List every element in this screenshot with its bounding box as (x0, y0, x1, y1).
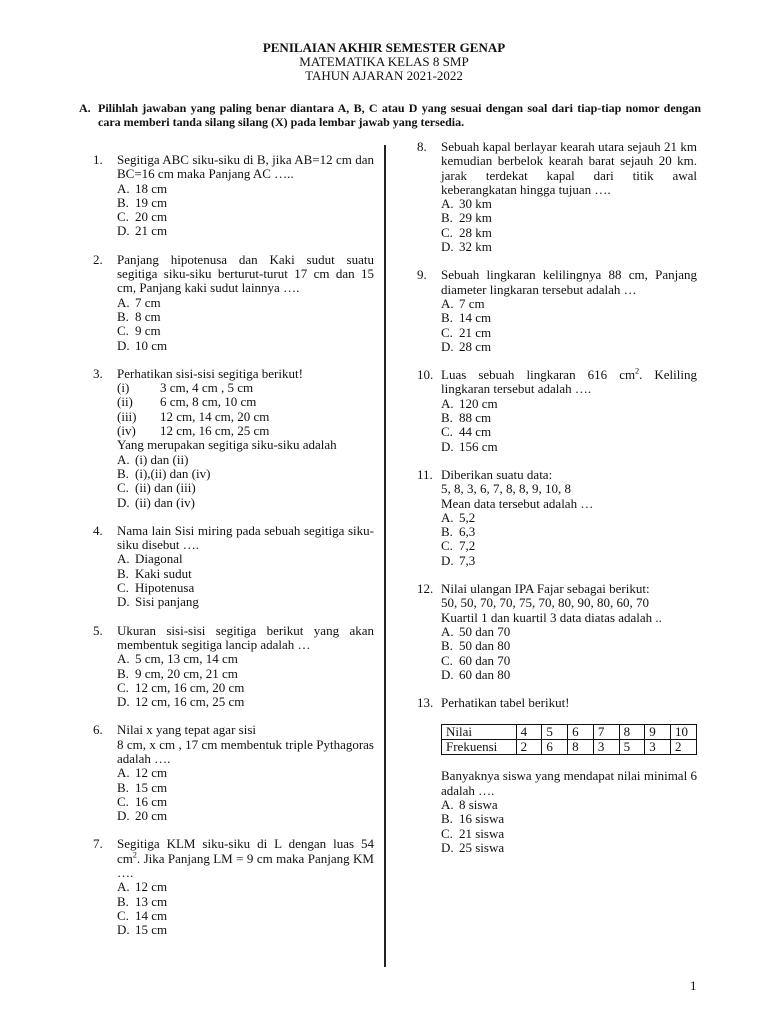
superscript: 2 (635, 366, 640, 376)
table-cell: Frekuensi (442, 740, 517, 755)
option-a[interactable]: A. 7 cm (441, 295, 485, 311)
option-c[interactable]: C. (ii) dan (iii) (117, 480, 196, 496)
sub-item: (ii) 6 cm, 8 cm, 10 cm (117, 394, 257, 410)
table-cell: 2 (516, 740, 542, 755)
option-a[interactable]: A. 120 cm (441, 395, 498, 411)
question-5 (93, 624, 374, 710)
question-stem-line: 50, 50, 70, 70, 75, 70, 80, 90, 80, 60, 70 (441, 595, 649, 611)
question-number: 4. (93, 522, 103, 538)
option-d[interactable]: D. 25 siswa (441, 839, 505, 855)
page-number: 1 (690, 978, 697, 993)
option-d[interactable]: D. (ii) dan (iv) (117, 494, 195, 510)
question-8 (417, 140, 697, 254)
option-b[interactable]: B. 8 cm (117, 308, 161, 324)
exam-header (0, 41, 768, 83)
option-a[interactable]: A. 12 cm (117, 879, 168, 895)
question-1 (93, 153, 374, 239)
option-c[interactable]: C. 44 cm (441, 424, 492, 440)
question-stem-2: Banyaknya siswa yang mendapat nilai minimal 6 adalah …. (441, 768, 697, 798)
question-stem: Luas sebuah lingkaran 616 $cm^2$. Keliling lingkaran tersebut adalah …. (441, 366, 698, 397)
question-stem-line: 8 cm, x cm , 17 cm membentuk triple Pythagoras adalah …. (117, 736, 374, 766)
table-cell: 5 (619, 740, 645, 755)
option-a[interactable]: A. 8 siswa (441, 796, 498, 812)
option-d[interactable]: D. 28 cm (441, 338, 492, 354)
option-c[interactable]: C. Hipotenusa (117, 580, 195, 596)
option-b[interactable]: B. 88 cm (441, 410, 492, 426)
option-b[interactable]: B. 9 cm, 20 cm, 21 cm (117, 665, 238, 681)
option-c[interactable]: C. 16 cm (117, 793, 168, 809)
table-cell: 4 (516, 725, 542, 740)
option-a[interactable]: A. 30 km (441, 196, 492, 212)
question-stem-line: Nilai ulangan IPA Fajar sebagai berikut: (441, 581, 650, 597)
option-a[interactable]: A. Diagonal (117, 551, 183, 567)
question-stem: Perhatikan sisi-sisi segitiga berikut! (117, 365, 303, 381)
option-b[interactable]: B. 29 km (441, 210, 492, 226)
option-a[interactable]: A. 5,2 (441, 509, 476, 525)
exam-subject: MATEMATIKA KELAS 8 SMP (299, 54, 469, 69)
question-11 (417, 468, 697, 568)
option-b[interactable]: B. 16 siswa (441, 811, 505, 827)
option-b[interactable]: B. 13 cm (117, 893, 168, 909)
question-number: 12. (417, 581, 434, 597)
option-d[interactable]: D. 20 cm (117, 808, 168, 824)
option-a[interactable]: A. (i) dan (ii) (117, 451, 189, 467)
question-stem-2: Yang merupakan segitiga siku-siku adalah (117, 437, 337, 453)
option-d[interactable]: D. Sisi panjang (117, 594, 199, 610)
question-stem: Ukuran sisi-sisi segitiga berikut yang akan membentuk segitiga lancip adalah … (117, 622, 374, 652)
superscript: 2 (132, 850, 137, 860)
option-b[interactable]: B. 14 cm (441, 310, 492, 326)
table-row (442, 740, 697, 755)
question-number: 9. (417, 267, 427, 283)
option-b[interactable]: B. (i),(ii) dan (iv) (117, 465, 211, 481)
table-cell: 5 (542, 725, 568, 740)
option-b[interactable]: B. 15 cm (117, 779, 168, 795)
column-divider (384, 145, 386, 967)
question-stem: Sebuah kapal berlayar kearah utara sejauh 21 km kemudian berbelok kearah barat sejauh 20 km. jarak terdekat kapal dari titik awal keberangkatan hingga tujuan …. (441, 139, 697, 197)
option-d[interactable]: D. 21 cm (117, 223, 168, 239)
table-cell: 8 (619, 725, 645, 740)
table-cell: 10 (671, 725, 697, 740)
question-number: 11. (417, 466, 433, 482)
right-column (417, 140, 697, 869)
question-stem: Segitiga ABC siku-siku di B, jika AB=12 cm dan BC=16 cm maka Panjang AC ….. (117, 152, 374, 182)
question-stem-line: Nilai x yang tepat agar sisi (117, 722, 256, 738)
option-d[interactable]: D. 32 km (441, 239, 492, 255)
question-number: 6. (93, 722, 103, 738)
left-column (93, 153, 374, 952)
option-b[interactable]: B. Kaki sudut (117, 565, 192, 581)
question-stem: Perhatikan tabel berikut! (441, 695, 570, 711)
option-b[interactable]: B. 50 dan 80 (441, 638, 511, 654)
sub-item: (iii) 12 cm, 14 cm, 20 cm (117, 408, 270, 424)
option-b[interactable]: B. 19 cm (117, 194, 168, 210)
question-number: 2. (93, 251, 103, 267)
table-cell: 7 (593, 725, 619, 740)
table-cell: 6 (568, 725, 594, 740)
question-number: 7. (93, 836, 103, 852)
option-c[interactable]: C. 20 cm (117, 209, 168, 225)
option-c[interactable]: C. 7,2 (441, 538, 476, 554)
table-cell: 6 (542, 740, 568, 755)
question-number: 1. (93, 152, 103, 167)
question-13 (417, 696, 697, 855)
question-3 (93, 367, 374, 510)
option-c[interactable]: C. 21 cm (441, 324, 492, 340)
sub-item: (i) 3 cm, 4 cm , 5 cm (117, 380, 254, 396)
section-instruction (79, 101, 701, 129)
question-stem: Nama lain Sisi miring pada sebuah segitiga siku-siku disebut …. (117, 522, 374, 553)
exam-year: TAHUN AJARAN 2021-2022 (305, 68, 463, 83)
option-c[interactable]: C. 12 cm, 16 cm, 20 cm (117, 679, 245, 695)
option-a[interactable]: A. 12 cm (117, 765, 168, 781)
option-a[interactable]: A. 7 cm (117, 294, 161, 310)
question-6 (93, 723, 374, 823)
question-number: 8. (417, 139, 427, 154)
question-stem-line: Kuartil 1 dan kuartil 3 data diatas adalah .. (441, 609, 662, 625)
table-cell: 2 (671, 740, 697, 755)
option-d[interactable]: D. 7,3 (441, 552, 476, 568)
option-d[interactable]: D. 15 cm (117, 922, 168, 938)
table-row (442, 725, 697, 740)
question-2 (93, 253, 374, 353)
option-a[interactable]: A. 18 cm (117, 180, 168, 196)
exam-title: PENILAIAN AKHIR SEMESTER GENAP (262, 40, 506, 55)
option-d[interactable]: D. 60 dan 80 (441, 666, 511, 682)
option-c[interactable]: C. 21 siswa (441, 825, 505, 841)
option-b[interactable]: B. 6,3 (441, 524, 476, 540)
question-4 (93, 524, 374, 610)
instruction-text: Pilihlah jawaban yang paling benar diantara A, B, C atau D yang sesuai dengan soal dari tiap-tiap nomor dengan cara memberi tanda silang silang (X) pada lembar jawab yang tersedia. (98, 101, 701, 129)
option-c[interactable]: C. 14 cm (117, 907, 168, 923)
table-cell: Nilai (442, 725, 517, 740)
question-number: 10. (417, 367, 434, 383)
question-number: 3. (93, 365, 103, 381)
question-12 (417, 582, 697, 682)
option-c[interactable]: C. 60 dan 70 (441, 652, 511, 668)
table-cell: 8 (568, 740, 594, 755)
question-stem-line: Mean data tersebut adalah … (441, 495, 594, 511)
question-stem: Panjang hipotenusa dan Kaki sudut suatu segitiga siku-siku berturut-turut 17 cm dan 15 cm, Panjang kaki sudut lainnya …. (117, 251, 374, 296)
sub-item: (iv) 12 cm, 16 cm, 25 cm (117, 423, 270, 439)
question-stem: Segitiga KLM siku-siku di L dengan luas 54 $cm^2$. Jika Panjang LM = 9 cm maka Panjang KM …. (117, 836, 374, 881)
question-stem-line: Diberikan suatu data: (441, 466, 553, 482)
option-d[interactable]: D. 10 cm (117, 337, 168, 353)
section-letter: A. (79, 101, 91, 115)
question-stem-line: 5, 8, 3, 6, 7, 8, 8, 9, 10, 8 (441, 481, 571, 497)
option-c[interactable]: C. 28 km (441, 224, 492, 240)
frequency-table (441, 724, 697, 755)
option-d[interactable]: D. 156 cm (441, 438, 498, 454)
question-9 (417, 268, 697, 354)
option-a[interactable]: A. 50 dan 70 (441, 623, 511, 639)
table-cell: 3 (645, 740, 671, 755)
table-cell: 9 (645, 725, 671, 740)
option-c[interactable]: C. 9 cm (117, 323, 161, 339)
question-number: 13. (417, 695, 434, 711)
option-a[interactable]: A. 5 cm, 13 cm, 14 cm (117, 651, 238, 667)
question-number: 5. (93, 622, 103, 638)
question-stem: Sebuah lingkaran kelilingnya 88 cm, Panjang diameter lingkaran tersebut adalah … (441, 267, 697, 297)
question-7 (93, 837, 374, 937)
table-cell: 3 (593, 740, 619, 755)
option-d[interactable]: D. 12 cm, 16 cm, 25 cm (117, 694, 245, 710)
question-10 (417, 368, 697, 454)
